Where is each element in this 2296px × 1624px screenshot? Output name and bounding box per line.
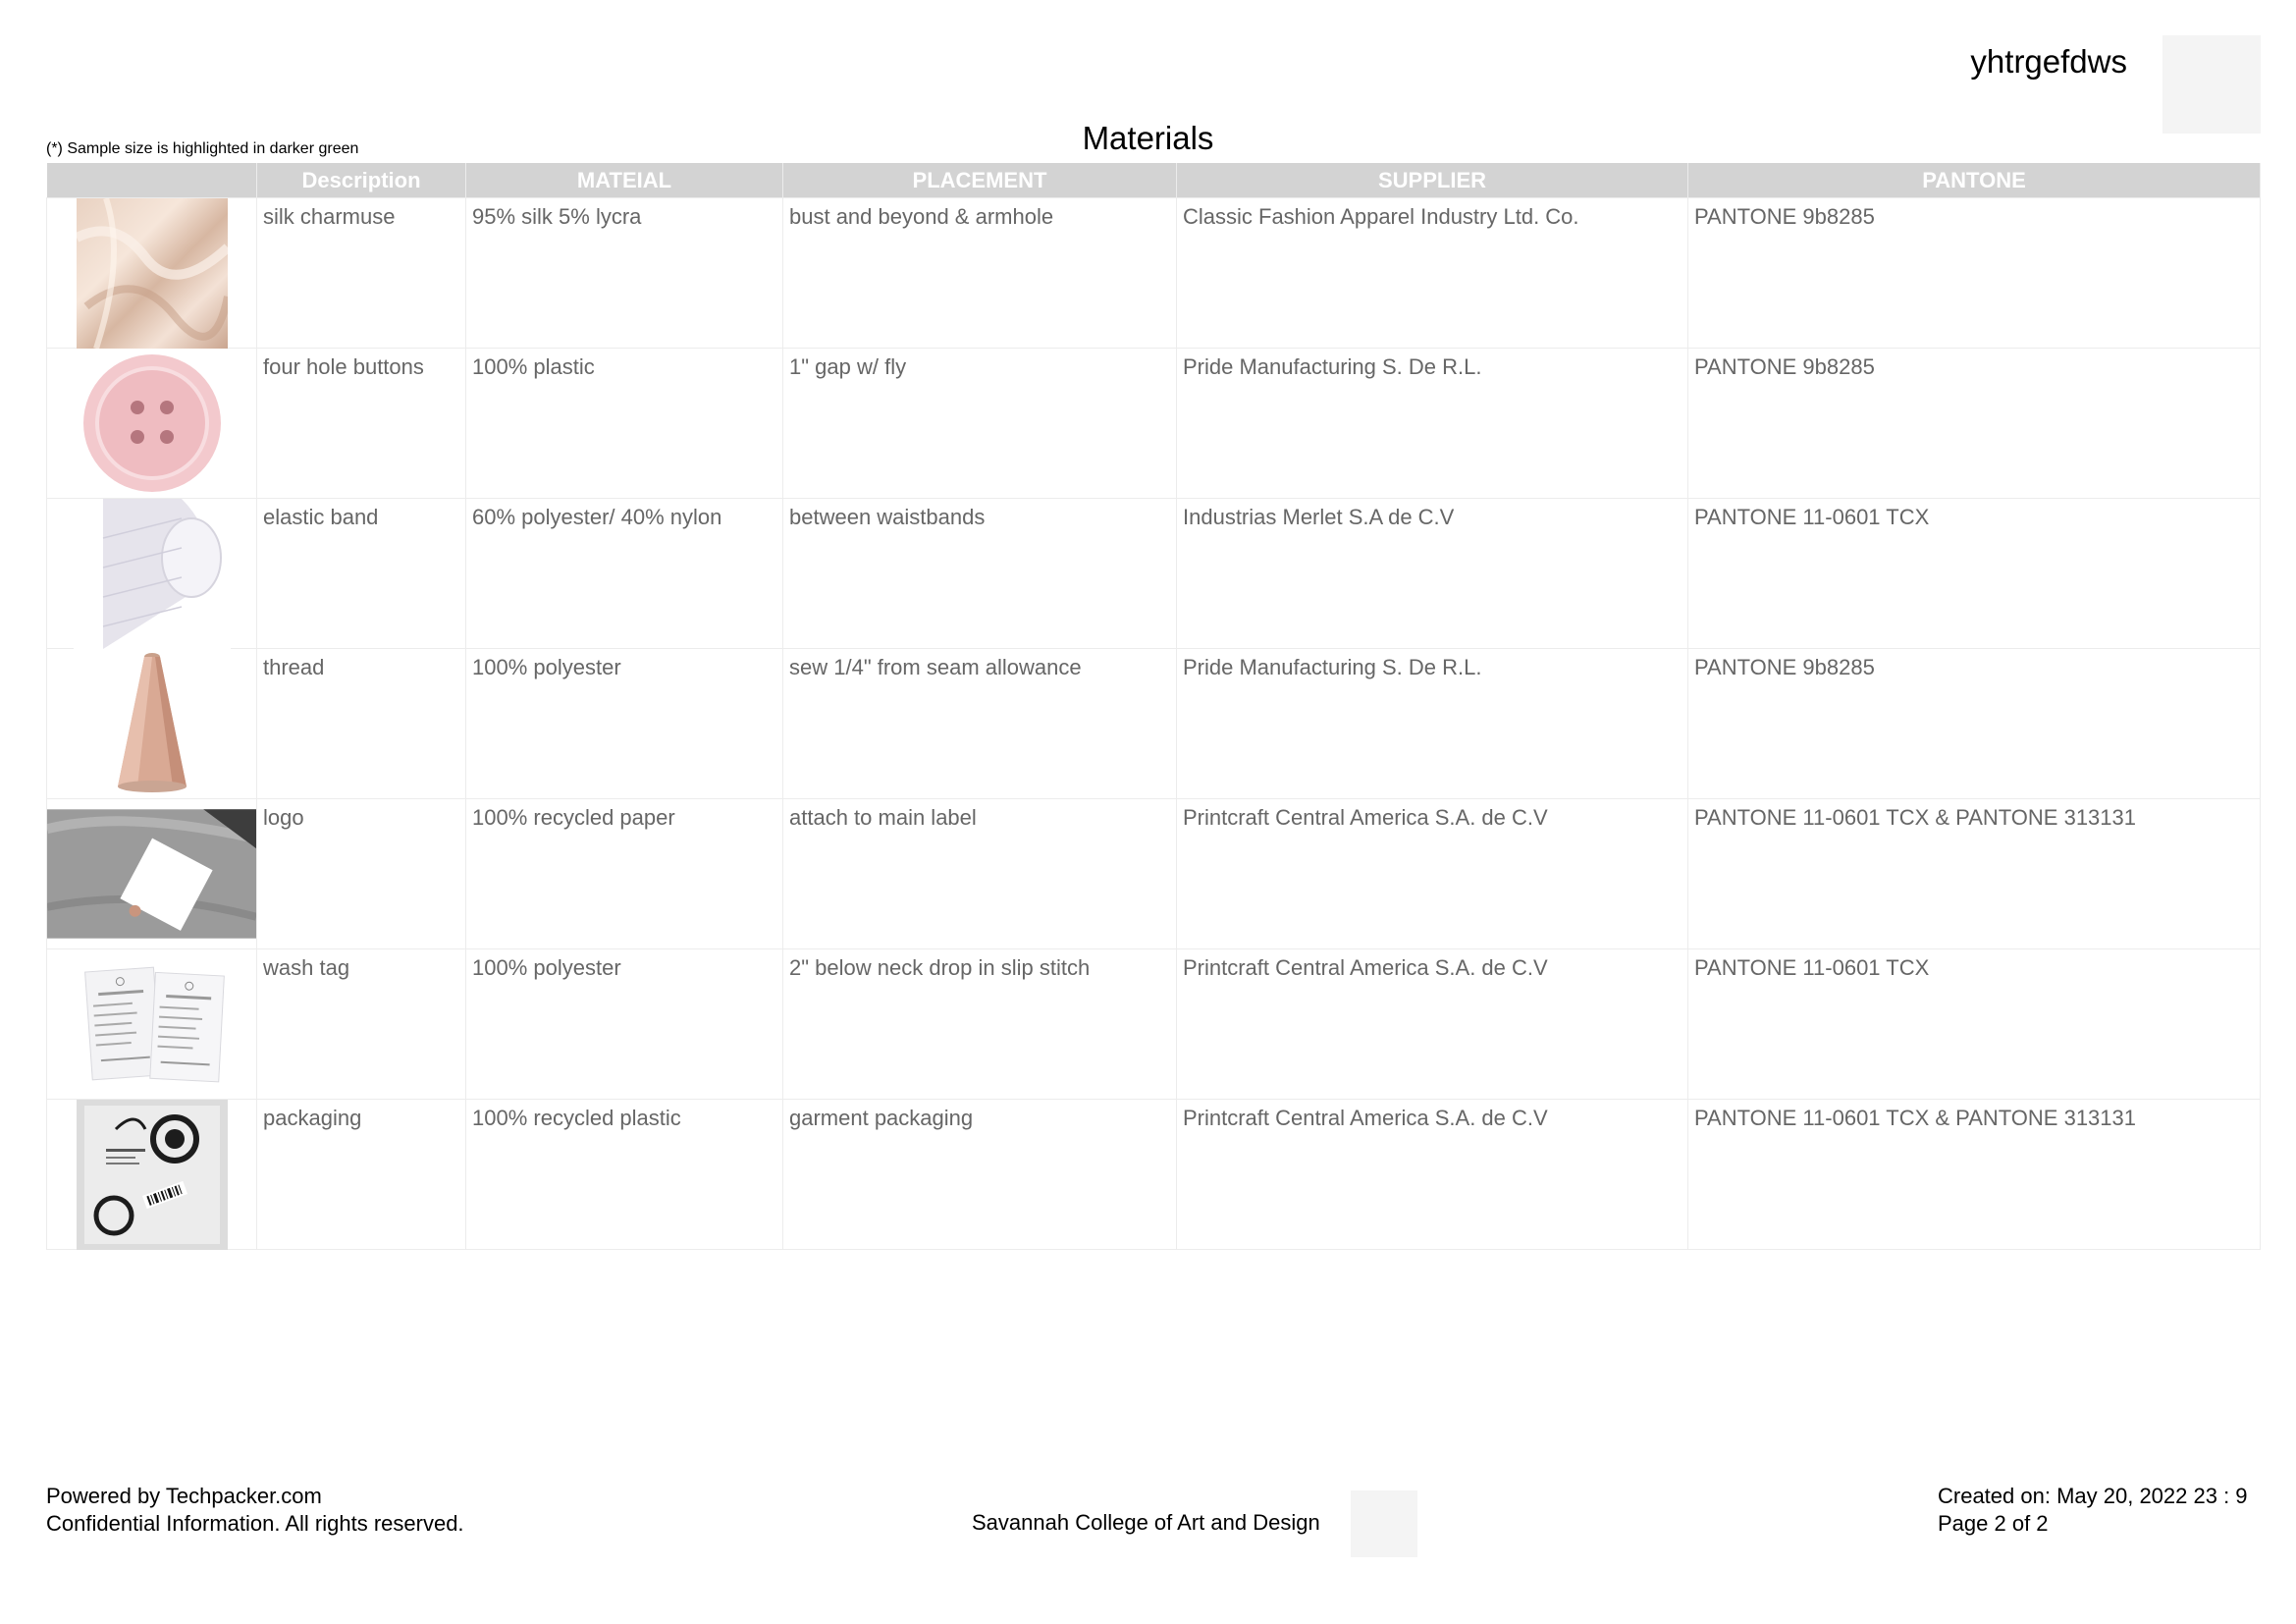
school-name: Savannah College of Art and Design [972,1510,1320,1535]
description-cell: elastic band [257,499,466,649]
material-cell: 100% recycled paper [466,799,783,949]
column-header-description: Description [257,163,466,198]
supplier-cell: Industrias Merlet S.A de C.V [1177,499,1688,649]
column-header-material: MATEIAL [466,163,783,198]
wash-label-image [77,960,228,1088]
footer-right [1938,1483,2248,1538]
material-image-cell [47,799,257,949]
materials-table [46,163,2261,1250]
supplier-cell: Printcraft Central America S.A. de C.V [1177,949,1688,1100]
table-row [47,799,2261,949]
description-cell: four hole buttons [257,349,466,499]
material-cell: 60% polyester/ 40% nylon [466,499,783,649]
table-row [47,499,2261,649]
confidential-text: Confidential Information. All rights reserved. [46,1511,464,1536]
description-cell: silk charmuse [257,198,466,349]
brand-name: yhtrgefdws [1970,43,2127,80]
column-header-pantone: PANTONE [1688,163,2261,198]
material-cell: 100% plastic [466,349,783,499]
placement-cell: sew 1/4" from seam allowance [783,649,1177,799]
pantone-cell: PANTONE 11-0601 TCX [1688,949,2261,1100]
column-header-supplier: SUPPLIER [1177,163,1688,198]
pantone-cell: PANTONE 11-0601 TCX & PANTONE 313131 [1688,799,2261,949]
placement-cell: between waistbands [783,499,1177,649]
sample-size-note: (*) Sample size is highlighted in darker green [46,140,359,157]
material-cell: 100% recycled plastic [466,1100,783,1250]
material-cell: 100% polyester [466,949,783,1100]
placement-cell: bust and beyond & armhole [783,198,1177,349]
description-cell: packaging [257,1100,466,1250]
pantone-cell: PANTONE 9b8285 [1688,198,2261,349]
supplier-cell: Printcraft Central America S.A. de C.V [1177,799,1688,949]
table-row [47,1100,2261,1250]
table-row [47,949,2261,1100]
material-cell: 95% silk 5% lycra [466,198,783,349]
material-image-cell [47,349,257,499]
page-title: Materials [1082,120,1214,156]
button-image [77,349,228,499]
thread-spool-image [77,649,228,799]
footer-left [46,1483,464,1538]
supplier-cell: Printcraft Central America S.A. de C.V [1177,1100,1688,1250]
material-image-cell [47,1100,257,1250]
description-cell: thread [257,649,466,799]
pantone-cell: PANTONE 11-0601 TCX & PANTONE 313131 [1688,1100,2261,1250]
description-cell: logo [257,799,466,949]
hang-tag-image [47,809,256,939]
placement-cell: 2" below neck drop in slip stitch [783,949,1177,1100]
supplier-cell: Pride Manufacturing S. De R.L. [1177,649,1688,799]
table-row [47,349,2261,499]
elastic-band-image [74,499,231,649]
company-logo-placeholder [2163,35,2261,134]
pantone-cell: PANTONE 9b8285 [1688,649,2261,799]
powered-by-text: Powered by Techpacker.com [46,1484,322,1508]
pantone-cell: PANTONE 9b8285 [1688,349,2261,499]
placement-cell: 1" gap w/ fly [783,349,1177,499]
pantone-cell: PANTONE 11-0601 TCX [1688,499,2261,649]
table-row [47,198,2261,349]
school-logo-placeholder [1351,1490,1417,1557]
table-header-row [47,163,2261,198]
description-cell: wash tag [257,949,466,1100]
placement-cell: attach to main label [783,799,1177,949]
placement-cell: garment packaging [783,1100,1177,1250]
packaging-bag-image [77,1100,228,1250]
page-number-text: Page 2 of 2 [1938,1511,2049,1536]
material-image-cell [47,949,257,1100]
material-image-cell [47,198,257,349]
column-header-placement: PLACEMENT [783,163,1177,198]
silk-fabric-image [77,198,228,349]
material-cell: 100% polyester [466,649,783,799]
material-image-cell [47,499,257,649]
created-on-text: Created on: May 20, 2022 23 : 9 [1938,1484,2248,1508]
image-column-header [47,163,257,198]
table-row [47,649,2261,799]
material-image-cell [47,649,257,799]
supplier-cell: Pride Manufacturing S. De R.L. [1177,349,1688,499]
supplier-cell: Classic Fashion Apparel Industry Ltd. Co. [1177,198,1688,349]
